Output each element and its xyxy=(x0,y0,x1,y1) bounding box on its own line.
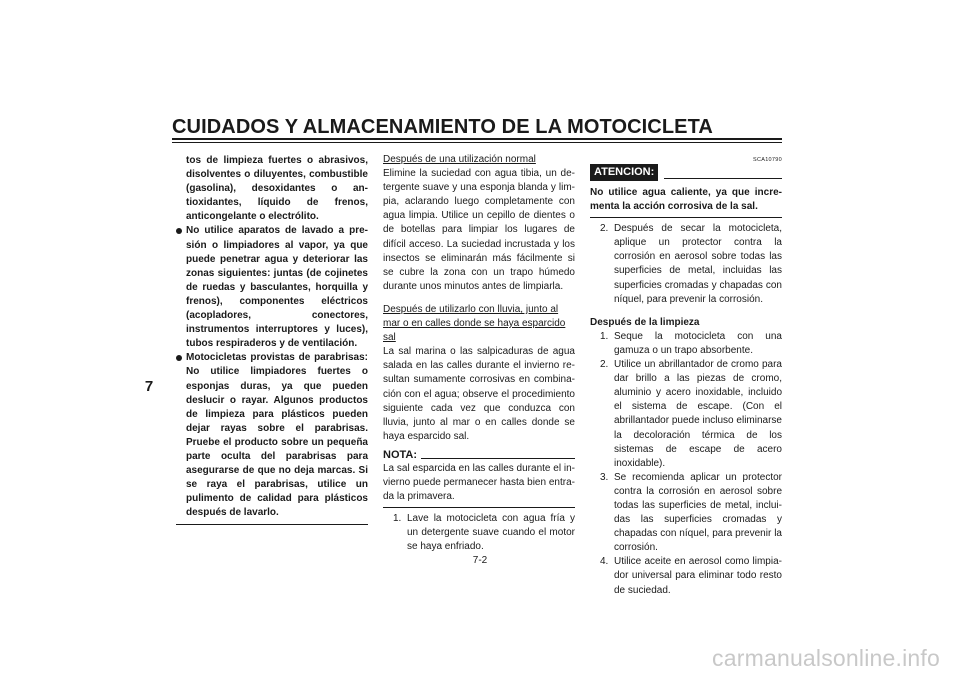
title-rule-thin xyxy=(172,142,782,143)
bullet-icon xyxy=(176,228,182,234)
procedure-step xyxy=(590,555,782,597)
step-text: Se recomienda aplicar un protector contra la corrosión en aerosol sobre todas las superficies de metal, incluidas las superficies cromadas y chapadas con níquel, para prevenir la corrosión. xyxy=(614,471,782,554)
chapter-number: 7 xyxy=(144,378,154,395)
step-text: Utilice un abrillantador de cromo para dar brillo a las piezas de cromo, aluminio y acero inoxidable, incluido el sistema de escape. (Con el abrillantador puede incluso eliminarse la decoloración térmica de los sistemas de escape de acero inoxidable). xyxy=(614,359,782,469)
procedure-step xyxy=(590,358,782,471)
step-text: Utilice aceite en aerosol como limpiador universal para eliminar todo resto de suciedad. xyxy=(614,556,782,596)
step-text: Después de secar la motocicleta, aplique un protector contra la corrosión en aerosol sobre todas las superficies de metal, incluidas las superficies cromadas y chapadas con níquel, para prevenir la corrosión. xyxy=(614,223,782,305)
page-title: CUIDADOS Y ALMACENAMIENTO DE LA MOTOCICLETA xyxy=(172,116,713,138)
column-middle xyxy=(383,153,575,555)
section-heading: Después de utilizarlo con lluvia, junto al mar o en calles donde se haya esparcido sal xyxy=(383,303,566,344)
step-text: Seque la motocicleta con una gamuza o un trapo absorbente. xyxy=(614,330,782,356)
continuation-text: tos de limpieza fuertes o abrasivos, disolventes o diluyentes, combustible (gasolina), desoxidantes o antioxidantes, líquido de frenos, anticongelante o electrólito. xyxy=(186,155,368,223)
step-number: 2. xyxy=(600,359,609,371)
section-heading: Después de la limpieza xyxy=(590,316,700,328)
note-header xyxy=(383,448,575,462)
step-number: 1. xyxy=(393,513,402,525)
note-label: NOTA: xyxy=(383,448,418,461)
caution-label: ATENCION: xyxy=(590,164,658,181)
section-body: La sal marina o las salpicaduras de agua salada en las calles durante el invierno resultan sumamente corrosivas en combinación con el agua; observe el procedimiento siguiente cada vez que conduzca con lluvia, junto al mar o en calles donde se haya esparcido sal. xyxy=(383,346,575,442)
caution-body: No utilice agua caliente, ya que incrementa la acción corrosiva de la sal. xyxy=(590,187,782,213)
procedure-step xyxy=(383,512,575,554)
column-left xyxy=(176,154,368,525)
bullet-item xyxy=(176,351,368,520)
caution-rule xyxy=(664,178,782,179)
note-end-rule xyxy=(383,507,575,508)
caution-code: SCA10790 xyxy=(752,157,782,163)
watermark: carmanualsonline.info xyxy=(712,645,940,671)
note-rule xyxy=(421,458,575,459)
section-heading: Después de una utilización normal xyxy=(383,154,536,165)
step-number: 2. xyxy=(600,223,609,235)
caution-header xyxy=(590,164,782,181)
procedure-step xyxy=(590,330,782,358)
bullet-item xyxy=(176,224,368,351)
step-number: 1. xyxy=(600,330,609,342)
title-rule xyxy=(172,138,782,140)
step-text: Lave la motocicleta con agua fría y un detergente suave cuando el motor se haya enfriado. xyxy=(407,513,575,553)
section-body: Elimine la suciedad con agua tibia, un detergente suave y una esponja blanda y limpia, aclarando luego completamente con agua limpia. Utilice un cepillo de dientes o de botellas para limpiar los lugares de difícil acceso. La suciedad incrustada y los insectos se eliminarán más fácilmente si se cubre la zona con un trapo húmedo durante unos minutos antes de limpiarla. xyxy=(383,168,575,292)
procedure-step xyxy=(590,222,782,307)
procedure-step xyxy=(590,471,782,556)
step-number: 4. xyxy=(600,556,609,568)
bullet-icon xyxy=(176,355,182,361)
bullet-text: Motocicletas provistas de parabrisas: No utilice limpiadores fuertes o esponjas duras, ya que pueden deslucir o rayar. Algunos productos de limpieza para plásticos pueden dejar rayas sobre el parabrisas. Pruebe el producto sobre un pequeña parte oculta del parabrisas para asegurarse de que no deja marcas. Si se raya el parabrisas, utilice un pulimento de calidad para plásticos después de lavarlo. xyxy=(186,352,368,519)
bullet-text: No utilice aparatos de lavado a presión o limpiadores al vapor, ya que puede penetrar agua y deteriorar las zonas siguientes: juntas (de cojinetes de ruedas y basculantes, horquilla y frenos), componentes eléctricos (acopladores, conectores, instrumentos interruptores y luces), tubos respiraderos y de ventilación. xyxy=(186,225,368,350)
step-number: 3. xyxy=(600,471,609,483)
note-body: La sal esparcida en las calles durante el invierno puede permanecer hasta bien entrada la primavera. xyxy=(383,462,575,503)
section-end-rule xyxy=(176,524,368,525)
caution-end-rule xyxy=(590,217,782,218)
page-number: 7-2 xyxy=(472,555,488,566)
column-right xyxy=(590,153,782,598)
